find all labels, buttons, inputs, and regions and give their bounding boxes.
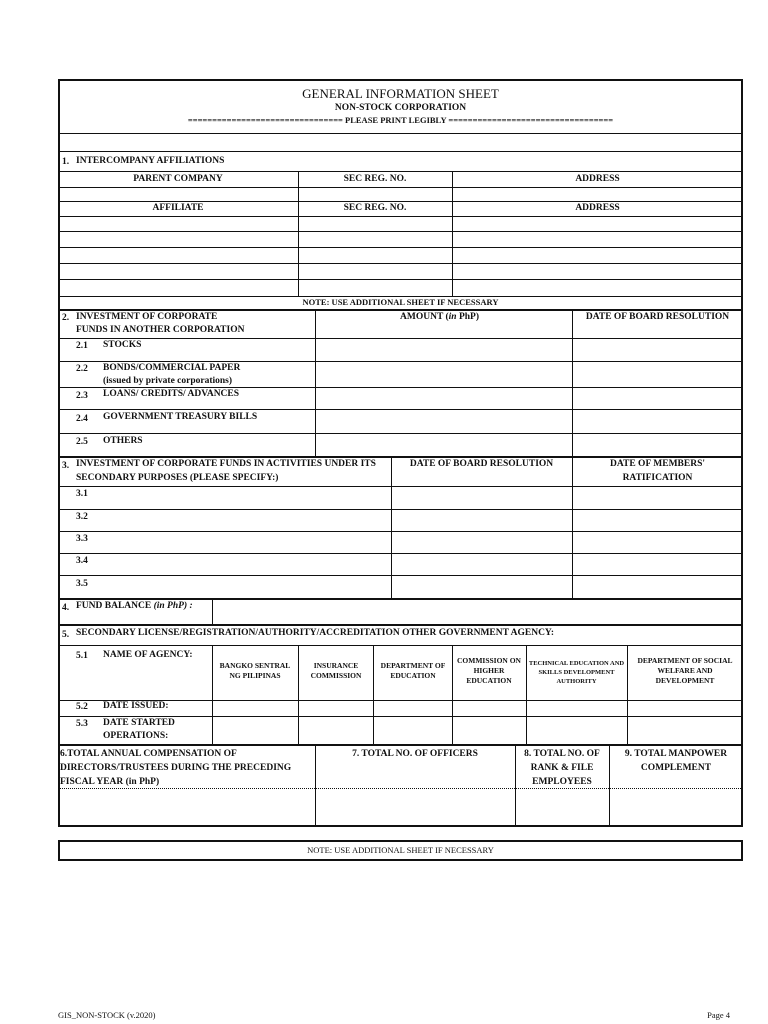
print-legibly-note: ================================ PLEASE PRINT LEGIBLY ==================================: [187, 115, 614, 125]
sec3-date-board-header: DATE OF BOARD RESOLUTION: [409, 459, 554, 469]
name-of-agency-label: NAME OF AGENCY:: [103, 650, 193, 660]
item-label: LOANS/ CREDITS/ ADVANCES: [103, 389, 240, 399]
rank-file-header-1: 8. TOTAL NO. OF: [524, 749, 600, 759]
bottom-note: NOTE: USE ADDITIONAL SHEET IF NECESSARY: [307, 845, 494, 855]
date-members-header-1: DATE OF MEMBERS': [609, 459, 705, 469]
rule: [58, 338, 743, 339]
rule: [526, 645, 527, 744]
rule: [58, 231, 743, 232]
rank-file-header-3: EMPLOYEES: [532, 777, 592, 787]
page-title: GENERAL INFORMATION SHEET: [302, 86, 499, 101]
item-sublabel: (issued by private corporations): [103, 376, 233, 386]
sec5-num: 5.: [62, 630, 70, 640]
rule: [58, 433, 743, 434]
rule: [58, 171, 743, 172]
date-started-label-2: OPERATIONS:: [103, 731, 169, 741]
item-num: 2.4: [76, 414, 88, 424]
parent-company-header: PARENT COMPANY: [133, 174, 223, 184]
item-num: 3.2: [76, 512, 88, 522]
item-label: BONDS/COMMERCIAL PAPER: [103, 363, 241, 373]
rule: [298, 171, 299, 296]
item-num: 2.3: [76, 391, 88, 401]
rule: [572, 309, 573, 456]
rule: [298, 645, 299, 744]
rule: [212, 645, 213, 744]
item-num: 2.1: [76, 341, 88, 351]
fund-balance-label: FUND BALANCE (in PhP) :: [76, 601, 193, 611]
sec3-heading-2: SECONDARY PURPOSES (PLEASE SPECIFY:): [76, 473, 279, 483]
rule: [58, 486, 743, 487]
page-number: Page 4: [707, 1010, 730, 1020]
item-num: 5.3: [76, 719, 88, 729]
rule: [452, 171, 453, 296]
date-members-header-2: RATIFICATION: [622, 473, 693, 483]
item-label: STOCKS: [103, 340, 142, 350]
agency-dswd: DEPARTMENT OF SOCIAL WELFARE AND DEVELOPMENT: [637, 656, 733, 685]
sec3-num: 3.: [62, 461, 70, 471]
sec5-heading: SECONDARY LICENSE/REGISTRATION/AUTHORITY/ACCREDITATION OTHER GOVERNMENT AGENCY:: [76, 628, 555, 638]
rule: [373, 645, 374, 744]
rule: [58, 645, 743, 646]
rule: [212, 598, 213, 624]
rule: [452, 645, 453, 744]
sec1-note: NOTE: USE ADDITIONAL SHEET IF NECESSARY: [302, 297, 499, 307]
affiliate-address-header: ADDRESS: [575, 203, 620, 213]
manpower-header-2: COMPLEMENT: [640, 763, 712, 773]
rule: [58, 279, 743, 280]
amount-header: AMOUNT (in PhP): [400, 312, 480, 322]
rule: [58, 456, 743, 458]
item-num: 2.5: [76, 437, 88, 447]
agency-tesda: TECHNICAL EDUCATION AND SKILLS DEVELOPMENT AUTHORITY: [528, 660, 625, 685]
rule: [58, 387, 743, 388]
rule: [58, 716, 743, 717]
date-issued-label: DATE ISSUED:: [103, 701, 169, 711]
rule: [58, 187, 743, 188]
agency-ched: COMMISSION ON HIGHER EDUCATION: [457, 656, 521, 685]
footer-version: GIS_NON-STOCK (v.2020): [58, 1010, 156, 1020]
item-num: 5.1: [76, 651, 88, 661]
rule: [58, 309, 743, 311]
total-officers-header: 7. TOTAL NO. OF OFFICERS: [352, 749, 478, 759]
item-num: 3.5: [76, 579, 88, 589]
affiliate-sec-reg-header: SEC REG. NO.: [343, 203, 407, 213]
item-label: GOVERNMENT TREASURY BILLS: [103, 412, 258, 422]
item-label: OTHERS: [103, 436, 143, 446]
item-num: 3.1: [76, 489, 88, 499]
agency-deped: DEPARTMENT OF EDUCATION: [380, 661, 446, 680]
sec-reg-no-header: SEC REG. NO.: [343, 174, 407, 184]
rule: [58, 247, 743, 248]
affiliate-header: AFFILIATE: [152, 203, 204, 213]
rule: [58, 598, 743, 600]
rank-file-header-2: RANK & FILE: [530, 763, 594, 773]
sec2-heading-2: FUNDS IN ANOTHER CORPORATION: [76, 325, 245, 335]
page-subtitle: NON-STOCK CORPORATION: [334, 103, 467, 113]
agency-insurance-commission: INSURANCE COMMISSION: [310, 661, 362, 680]
rule: [58, 133, 743, 134]
item-num: 2.2: [76, 364, 88, 374]
rule: [58, 409, 743, 410]
rule: [58, 509, 743, 510]
sec1-num: 1.: [62, 157, 70, 167]
rule: [58, 361, 743, 362]
rule: [58, 216, 743, 217]
sec2-num: 2.: [62, 313, 70, 323]
rule: [315, 309, 316, 456]
rule: [391, 456, 392, 598]
total-compensation-1: 6.TOTAL ANNUAL COMPENSATION OF: [60, 749, 237, 759]
sec3-heading-1: INVESTMENT OF CORPORATE FUNDS IN ACTIVITIES UNDER ITS: [76, 459, 376, 469]
dotted-rule: [58, 788, 743, 789]
date-board-resolution-header: DATE OF BOARD RESOLUTION: [585, 312, 730, 322]
sec2-heading-1: INVESTMENT OF CORPORATE: [76, 312, 218, 322]
rule: [58, 553, 743, 554]
rule: [58, 575, 743, 576]
form-frame: [58, 79, 743, 827]
manpower-header-1: 9. TOTAL MANPOWER: [624, 749, 728, 759]
sec1-heading: INTERCOMPANY AFFILIATIONS: [76, 156, 225, 166]
item-num: 3.4: [76, 556, 88, 566]
rule: [58, 624, 743, 626]
rule: [58, 151, 743, 152]
rule: [58, 531, 743, 532]
total-compensation-2: DIRECTORS/TRUSTEES DURING THE PRECEDING: [60, 763, 292, 773]
date-started-label-1: DATE STARTED: [103, 718, 175, 728]
rule: [627, 645, 628, 744]
item-num: 3.3: [76, 534, 88, 544]
rule: [58, 744, 743, 746]
agency-bsp: BANGKO SENTRAL NG PILIPINAS: [219, 661, 291, 680]
total-compensation-3: FISCAL YEAR (in PhP): [60, 777, 160, 787]
item-num: 5.2: [76, 702, 88, 712]
rule: [58, 263, 743, 264]
address-header: ADDRESS: [575, 174, 620, 184]
sec4-num: 4.: [62, 603, 70, 613]
rule: [58, 201, 743, 202]
